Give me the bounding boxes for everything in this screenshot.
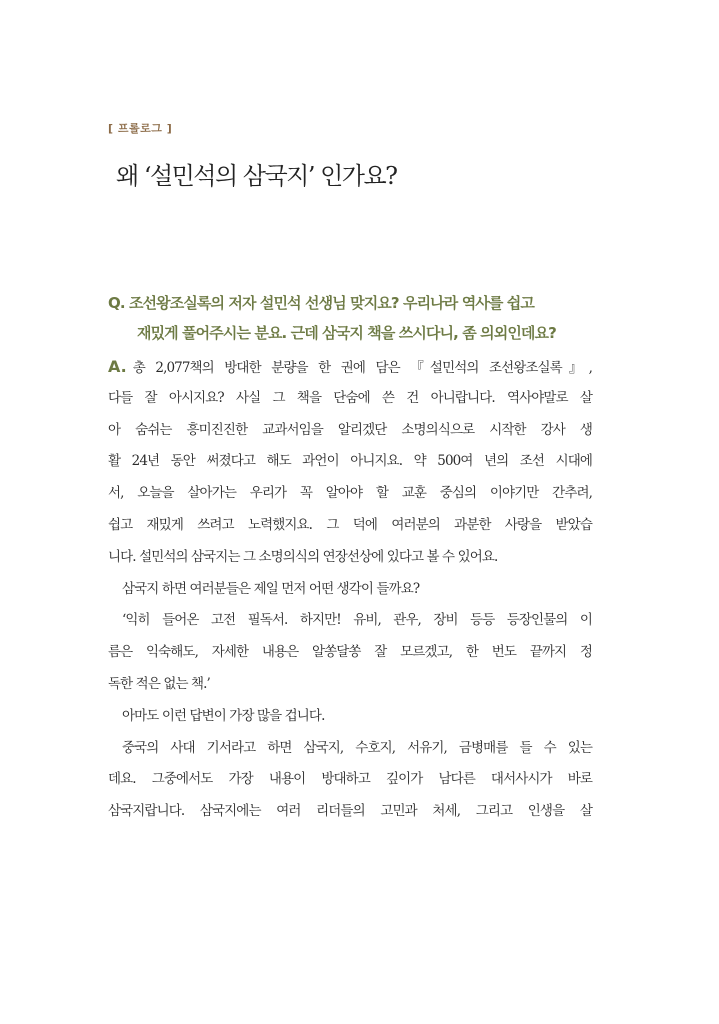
paragraph-line: 데요. 그중에서도 가장 내용이 방대하고 깊이가 남다른 대서사시가 바로: [108, 771, 592, 788]
paragraph-line: 중국의 사대 기서라고 하면 삼국지, 수호지, 서유기, 금병매를 들 수 있는: [122, 739, 592, 756]
paragraph-line: 삼국지랍니다. 삼국지에는 여러 리더들의 고민과 처세, 그리고 인생을 살: [108, 803, 592, 820]
answer-line: 아 숨쉬는 흥미진진한 교과서임을 알리겠단 소명의식으로 시작한 강사 생: [108, 421, 592, 438]
question-block: [108, 288, 598, 348]
answer-line: 니다. 설민석의 삼국지는 그 소명의식의 연장선상에 있다고 볼 수 있어요.: [108, 548, 498, 565]
paragraph-line: ‘익히 들어온 고전 필독서. 하지만! 유비, 관우, 장비 등등 등장인물의 이: [122, 612, 592, 629]
answer-text: 총 2,077책의 방대한 분량을 한 권에 담은 『설민석의 조선왕조실록』,: [132, 360, 592, 376]
paragraph-line: 아마도 이런 답변이 가장 많을 겁니다.: [122, 707, 325, 724]
answer-line: 쉽고 재밌게 쓰려고 노력했지요. 그 덕에 여러분의 과분한 사랑을 받았습: [108, 516, 592, 533]
paragraph-line: 름은 익숙해도, 자세한 내용은 알쏭달쏭 잘 모르겠고, 한 번도 끝까지 정: [108, 644, 592, 661]
page-title: 왜 ‘설민석의 삼국지’ 인가요?: [116, 162, 397, 190]
body-text: [108, 351, 592, 828]
answer-line: [108, 351, 592, 383]
answer-line: 활 24년 동안 써졌다고 해도 과언이 아니지요. 약 500여 년의 조선 시대에: [108, 453, 592, 470]
paragraph-line: 독한 적은 없는 책.’: [108, 675, 210, 692]
answer-mark: A.: [108, 357, 127, 376]
paragraph-line: 삼국지 하면 여러분들은 제일 먼저 어떤 생각이 들까요?: [122, 580, 420, 597]
answer-line: 다들 잘 아시지요? 사실 그 책을 단숨에 쓴 건 아니랍니다. 역사야말로 살: [108, 389, 592, 406]
question-line: 재밌게 풀어주시는 분요. 근데 삼국지 책을 쓰시다니, 좀 의외인데요?: [137, 324, 556, 342]
answer-line: 서, 오늘을 살아가는 우리가 꼭 알아야 할 교훈 중심의 이야기만 간추려,: [108, 485, 592, 502]
section-tag: [ 프롤로그 ]: [108, 122, 173, 135]
question-line: Q. 조선왕조실록의 저자 설민석 선생님 맞지요? 우리나라 역사를 쉽고: [108, 294, 534, 312]
